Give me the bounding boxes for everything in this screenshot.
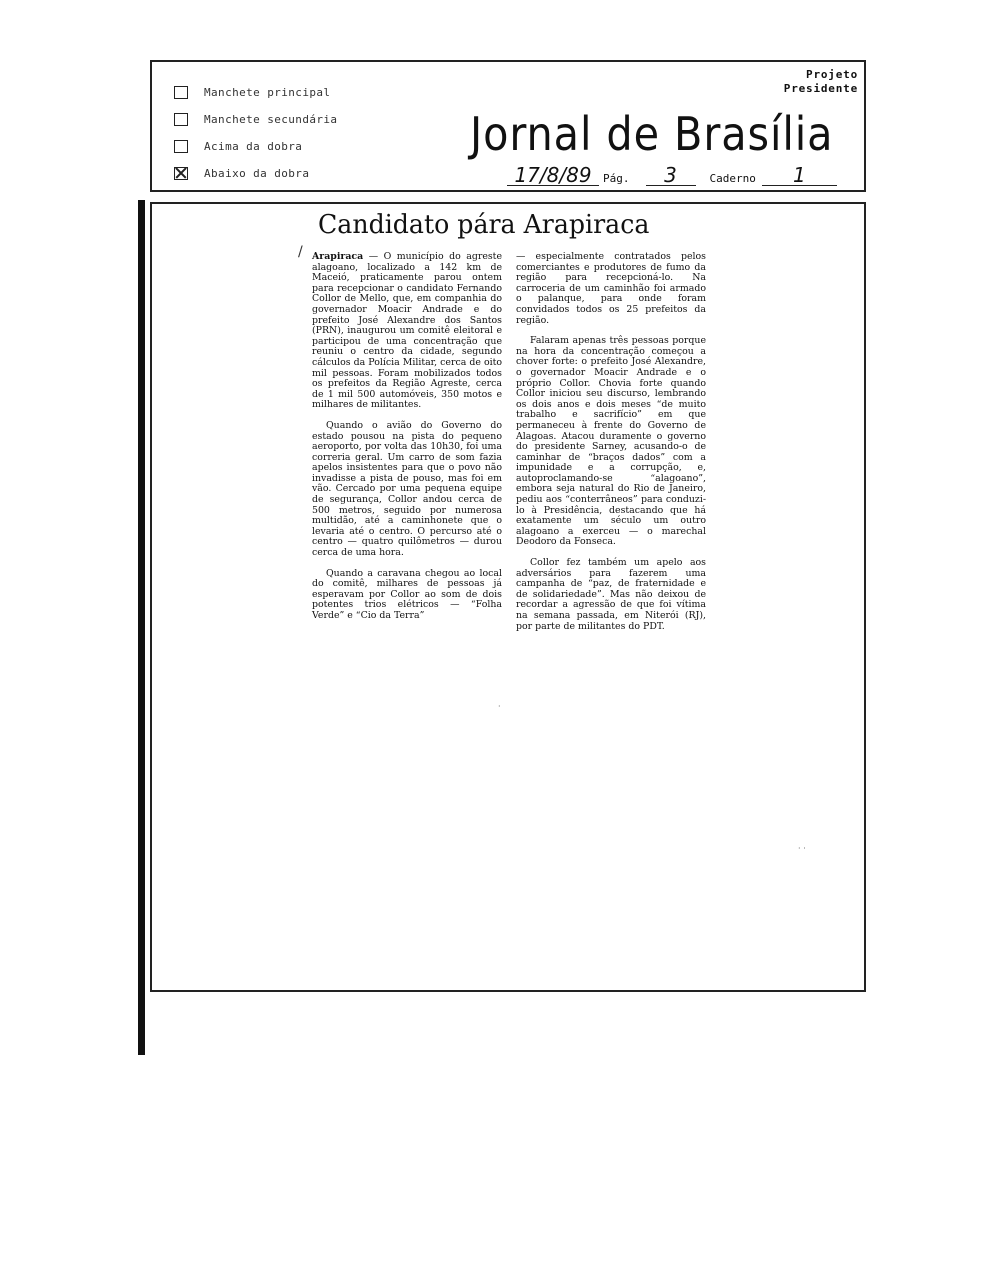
- article-paragraph: — especialmente contratados pelos comerciantes e produtores de fumo da região para recepcioná-lo. Na carroceria de um caminhão foi armado o palanque, para onde foram convidados todos os 25 prefeitos da região.: [516, 251, 706, 326]
- project-label-line1: Projeto: [806, 68, 858, 81]
- checklist-item-acima-da-dobra[interactable]: [174, 134, 337, 159]
- article-paragraph: Collor fez também um apelo aos adversários para fazerem uma campanha de “paz, de fraternidade e de solidariedade”. Mas não deixou de recordar a agressão de que foi vítima na semana passada, em Niterói (RJ), por parte de militantes do PDT.: [516, 557, 706, 632]
- article-paragraph: Quando a caravana chegou ao local do comitê, milhares de pessoas já esperavam por Collor ao som de dois potentes trios elétricos — “Folha Verde” e “Cio da Terra”: [312, 567, 502, 621]
- checklist-item-manchete-secundaria[interactable]: [174, 107, 337, 132]
- clipping-header: [150, 60, 866, 192]
- clipping-meta: [507, 165, 837, 186]
- checklist-item-abaixo-da-dobra[interactable]: [174, 161, 337, 186]
- placement-checklist: [174, 80, 337, 188]
- clipping-date: 17/8/89: [507, 165, 599, 186]
- project-label-line2: Presidente: [783, 82, 858, 95]
- checkbox-icon[interactable]: [174, 113, 188, 126]
- scan-speck: ·: [498, 702, 501, 711]
- page-number: 3: [646, 165, 696, 186]
- article-paragraph: [312, 252, 502, 411]
- checklist-label: Abaixo da dobra: [204, 167, 310, 180]
- scan-speck: · ·: [798, 844, 806, 853]
- article-paragraph: Falaram apenas três pessoas porque na hora da concentração começou a chover forte: o prefeito José Alexandre, o governador Moacir Andrade e o próprio Collor. Chovia forte quando Collor iniciou seu discurso, lembrando os dois anos e dois meses “de muito trabalho e sacrifício” em que permaneceu à frente do Governo de Alagoas. Atacou duramente o governo do presidente Sarney, acusando-o de caminhar de “braços dados” com a impunidade e a corrupção, e, autoproclamando-se “alagoano”, embora seja natural do Rio de Janeiro, pediu aos “conterrâneos” para conduzi-lo à Presidência, destacando que há exatamente um século um outro alagoano a exerceu — o marechal Deodoro da Fonseca.: [516, 335, 706, 548]
- project-label: [784, 68, 858, 96]
- checklist-label: Acima da dobra: [204, 140, 303, 153]
- checklist-item-manchete-principal[interactable]: [174, 80, 337, 105]
- checkbox-icon[interactable]: [174, 140, 188, 153]
- checklist-label: Manchete secundária: [204, 113, 338, 126]
- paragraph-text: — O município do agreste alagoano, localizado a 142 km de Maceió, praticamente parou ontem para recepcionar o candidato Fernando Collor de Mello, que, em companhia do governador Moacir Andrade e do prefeito José Alexandre dos Santos (PRN), inaugurou um comitê eleitoral e participou de uma concentração que reuniu o centro da cidade, segundo cálculos da Polícia Militar, cerca de oito mil pessoas. Foram mobilizados todos os prefeitos da Região Agreste, cerca de 1 mil 500 automóveis, 350 motos e milhares de militantes.: [312, 251, 502, 411]
- scan-edge-bar: [138, 200, 145, 1055]
- article-column-2: [516, 252, 706, 642]
- checklist-label: Manchete principal: [204, 86, 331, 99]
- page-label: Pág.: [603, 172, 630, 185]
- section-number: 1: [762, 165, 837, 186]
- article-clipping: [150, 202, 866, 992]
- newspaper-masthead: Jornal de Brasília: [470, 107, 834, 161]
- checkbox-icon[interactable]: [174, 86, 188, 99]
- article-headline: Candidato pára Arapiraca: [318, 210, 650, 240]
- section-label: Caderno: [709, 172, 756, 185]
- article-paragraph: Quando o avião do Governo do estado pousou na pista do pequeno aeroporto, por volta das 10h30, foi uma correria geral. Um carro de som fazia apelos insistentes para que o povo não invadisse a pista de pouso, mas foi em vão. Cercado por uma pequena equipe de segurança, Collor andou cerca de 500 metros, seguido por numerosa multidão, até a caminhonete que o levaria até o centro. O percurso até o centro — quatro quilômetros — durou cerca de uma hora.: [312, 419, 502, 559]
- checked-box-icon[interactable]: [174, 167, 188, 180]
- margin-mark: /: [298, 244, 303, 260]
- article-column-1: [312, 252, 502, 632]
- dateline-city: Arapiraca: [312, 251, 364, 262]
